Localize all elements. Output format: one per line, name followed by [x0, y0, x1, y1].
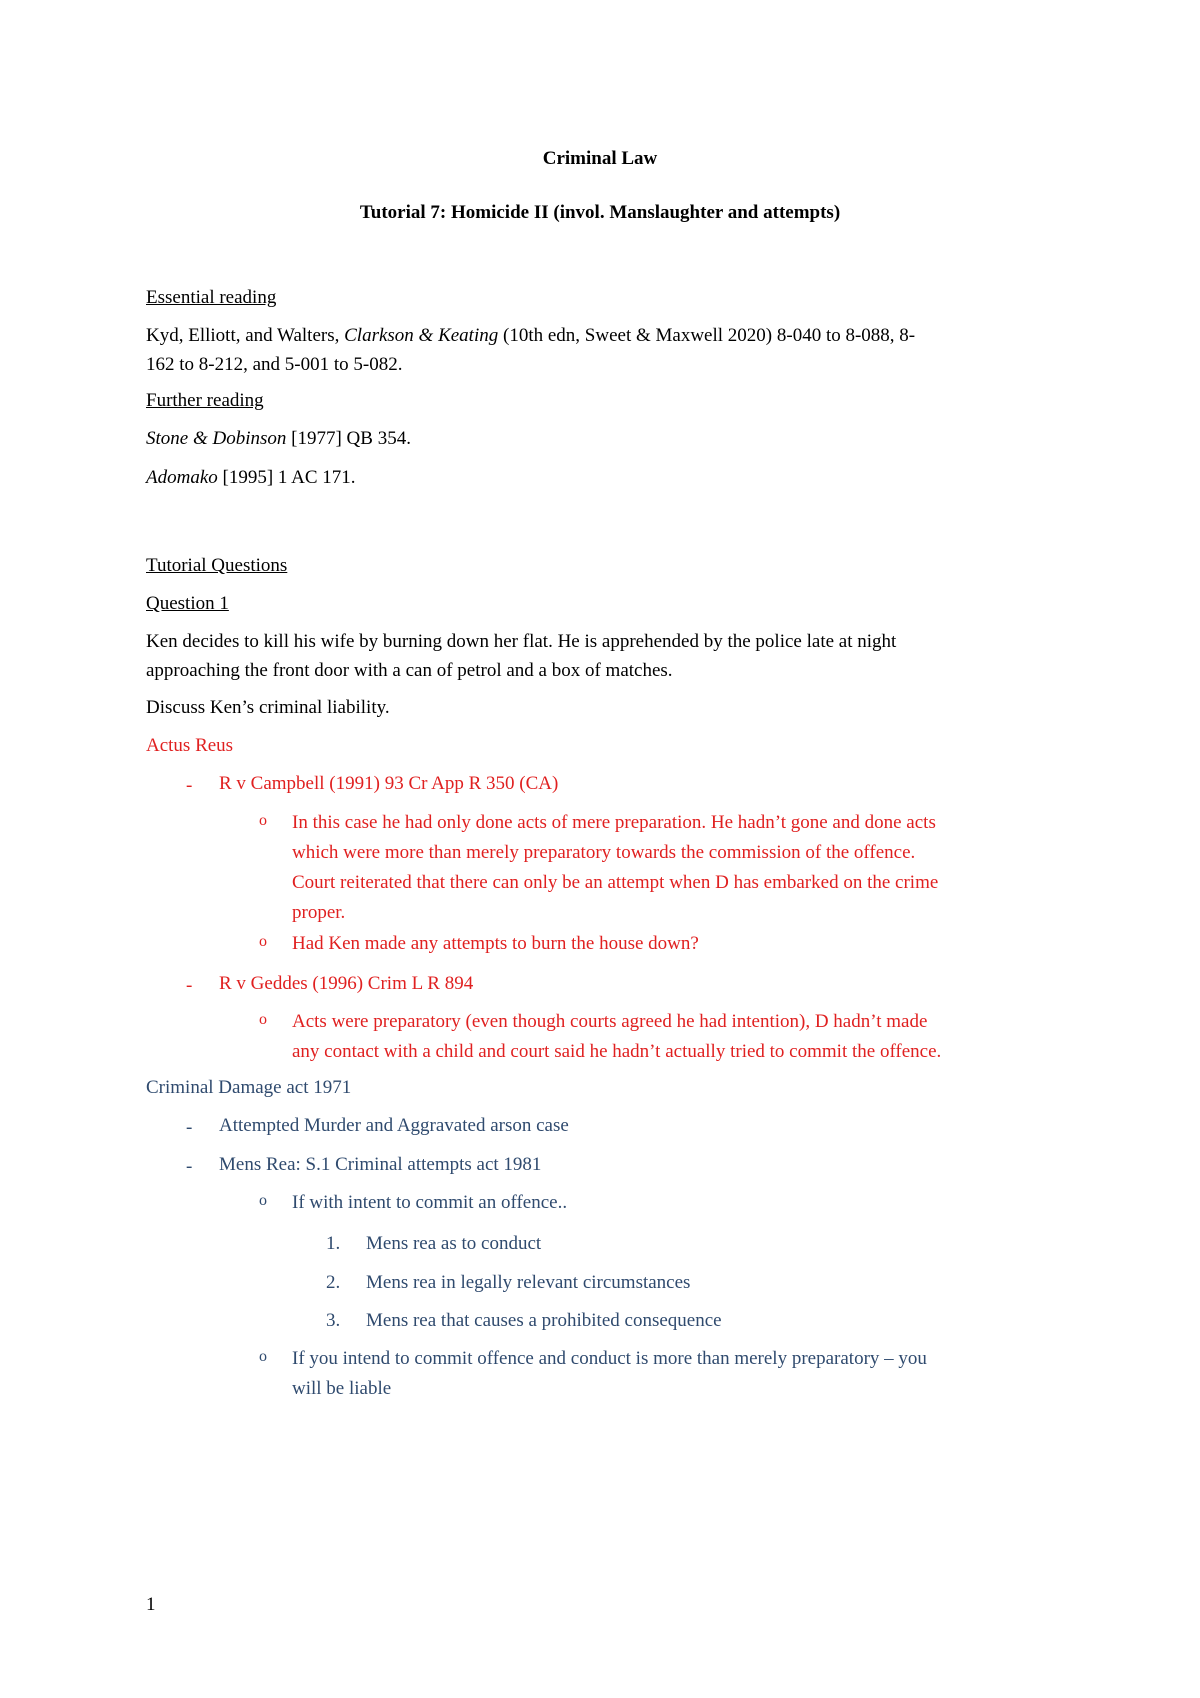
list-item: Mens rea as to conduct	[366, 1233, 542, 1254]
essential-authors: Kyd, Elliott, and Walters,	[146, 325, 345, 346]
document-subtitle: Tutorial 7: Homicide II (invol. Manslaughter and attempts)	[359, 202, 841, 223]
actus-reus-heading: Actus Reus	[146, 735, 234, 756]
list-bullet: o	[259, 1192, 267, 1209]
essential-reading-line-2: 162 to 8-212, and 5-001 to 5-082.	[146, 354, 403, 375]
liable-note-line-1: If you intend to commit offence and conduct is more than merely preparatory – you	[292, 1348, 927, 1369]
case-2-name: Adomako	[146, 467, 218, 488]
list-dash: -	[186, 975, 193, 996]
criminal-damage-heading: Criminal Damage act 1971	[146, 1077, 352, 1098]
list-number: 2.	[326, 1272, 341, 1293]
case-1-name: Stone & Dobinson	[146, 428, 287, 449]
list-item: Mens rea in legally relevant circumstances	[366, 1272, 691, 1293]
list-bullet: o	[259, 812, 267, 829]
campbell-note-1-line-2: which were more than merely preparatory towards the commission of the offence.	[292, 842, 916, 863]
liable-note-line-2: will be liable	[292, 1378, 392, 1399]
campbell-note-1-line-4: proper.	[292, 902, 346, 923]
geddes-note	[292, 1007, 1052, 1067]
case-campbell: R v Campbell (1991) 93 Cr App R 350 (CA)	[219, 773, 559, 794]
tutorial-questions-heading: Tutorial Questions	[146, 555, 288, 576]
campbell-note-2: Had Ken made any attempts to burn the house down?	[292, 933, 699, 954]
further-reading-case-2	[146, 463, 356, 493]
essential-reading-heading: Essential reading	[146, 287, 277, 308]
further-reading-case-1	[146, 424, 411, 454]
campbell-note-1-line-3: Court reiterated that there can only be an attempt when D has embarked on the crime	[292, 872, 939, 893]
list-dash: -	[186, 1156, 193, 1177]
list-item: Mens rea that causes a prohibited consequence	[366, 1310, 722, 1331]
document-title: Criminal Law	[542, 148, 658, 169]
list-bullet: o	[259, 1348, 267, 1365]
question-1-heading: Question 1	[146, 593, 229, 614]
list-dash: -	[186, 1117, 193, 1138]
essential-reading-line-1	[146, 321, 915, 351]
case-1-citation: [1977] QB 354.	[286, 428, 411, 449]
list-number: 3.	[326, 1310, 341, 1331]
case-2-citation: [1995] 1 AC 171.	[217, 467, 356, 488]
list-dash: -	[186, 775, 193, 796]
damage-item-1: Attempted Murder and Aggravated arson case	[219, 1115, 569, 1136]
question-1-prompt: Discuss Ken’s criminal liability.	[146, 697, 390, 718]
campbell-note-1	[292, 808, 1052, 928]
essential-book-title: Clarkson & Keating	[344, 325, 499, 346]
question-1-line-2: approaching the front door with a can of petrol and a box of matches.	[146, 660, 673, 681]
essential-edition: (10th edn, Sweet & Maxwell 2020) 8-040 to 8-088, 8-	[498, 325, 916, 346]
list-bullet: o	[259, 1011, 267, 1028]
question-1-line-1: Ken decides to kill his wife by burning down her flat. He is apprehended by the police late at night	[146, 631, 897, 652]
further-reading-heading: Further reading	[146, 390, 264, 411]
liable-note	[292, 1344, 1052, 1404]
list-bullet: o	[259, 933, 267, 950]
campbell-note-1-line-1: In this case he had only done acts of mere preparation. He hadn’t gone and done acts	[292, 812, 936, 833]
page-number: 1	[146, 1594, 156, 1615]
case-geddes: R v Geddes (1996) Crim L R 894	[219, 973, 474, 994]
list-number: 1.	[326, 1233, 341, 1254]
geddes-note-line-1: Acts were preparatory (even though courts agreed he had intention), D hadn’t made	[292, 1011, 928, 1032]
geddes-note-line-2: any contact with a child and court said he hadn’t actually tried to commit the offence.	[292, 1041, 942, 1062]
intent-note: If with intent to commit an offence..	[292, 1192, 568, 1213]
damage-item-2: Mens Rea: S.1 Criminal attempts act 1981	[219, 1154, 542, 1175]
